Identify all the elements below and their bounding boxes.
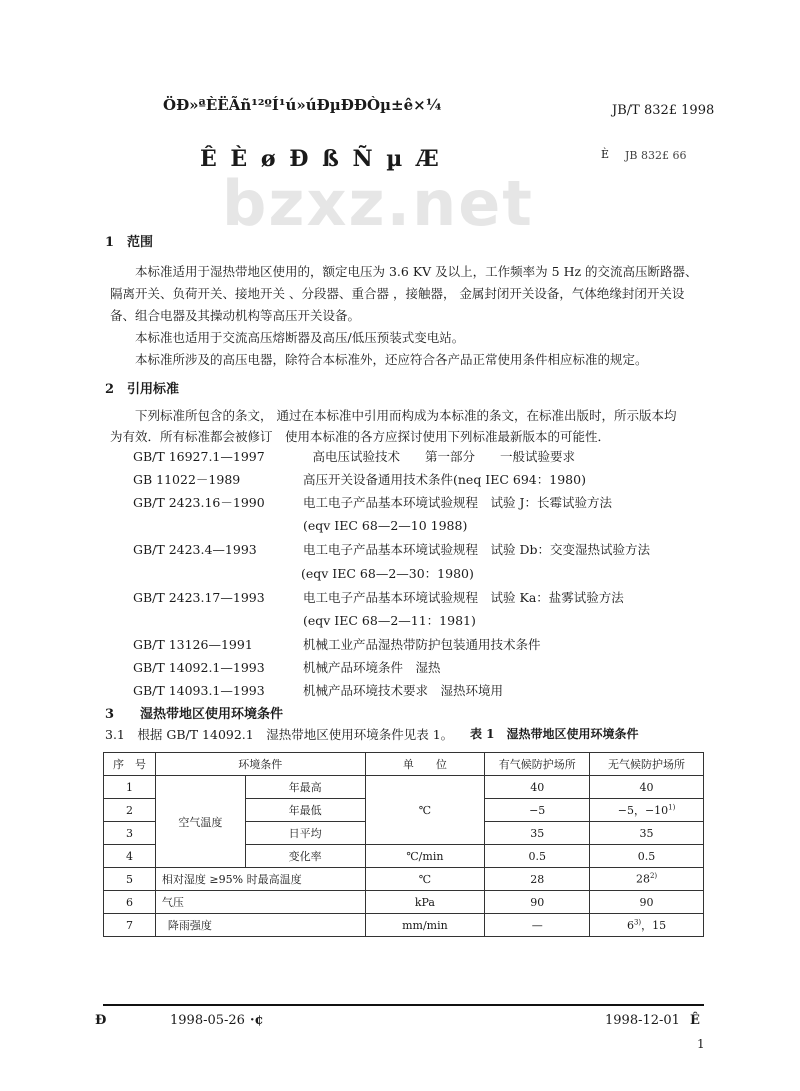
publisher-name: ÖÐ»ªÈËÃñ¹²ºÍ¹ú»úÐµÐÐÒµ±ê×¼ [163, 96, 442, 114]
cell-unprotected: 0.5 [590, 845, 704, 868]
scope-paragraph-line: 隔离开关、负荷开关、接地开关 、分段器、重合器 ，接触器， 金属封闭开关设备，气体绝缘封闭开关设 [110, 286, 685, 301]
cell-unprotected: 90 [590, 891, 704, 914]
issue-date: 1998-05-26 [170, 1013, 245, 1028]
clause-3-1: 3.1 根据 GB/T 14092.1 湿热带地区使用环境条件见表 1。 [105, 727, 454, 742]
table-row [104, 776, 704, 799]
scope-paragraph-line: 本标准适用于湿热带地区使用的，额定电压为 3.6 KV 及以上，工作频率为 5 Hz 的交流高压断路器、 [135, 264, 698, 279]
cell-condition: 年最低 [245, 799, 365, 822]
cell-unit: kPa [365, 891, 485, 914]
issue-mark: ·¢ [250, 1013, 264, 1028]
footer-rule [103, 1004, 704, 1006]
cell-protected: — [485, 914, 590, 937]
header-protected: 有气候防护场所 [485, 753, 590, 776]
scope-paragraph: 本标准所涉及的高压电器，除符合本标准外，还应符合各产品正常使用条件相应标准的规定。 [135, 352, 648, 367]
cell-unprotected [590, 799, 704, 822]
reference-title: 高电压试验技术 第一部分 一般试验要求 [300, 449, 576, 464]
cell-value: 28 [635, 872, 650, 886]
replaces-mark: È [601, 148, 610, 161]
header-unit: 单 位 [365, 753, 485, 776]
environment-conditions-table [103, 752, 704, 937]
reference-equivalent: (eqv IEC 68—2—11：1981) [303, 613, 476, 628]
cell-protected: 35 [485, 822, 590, 845]
reference-equivalent: (eqv IEC 68—2—10 1988) [303, 518, 468, 533]
cell-value-tail: ，15 [641, 919, 667, 932]
table-caption: 表 1 湿热带地区使用环境条件 [470, 727, 639, 741]
reference-equivalent: (eqv IEC 68—2—30：1980) [301, 566, 474, 581]
reference-title: 电工电子产品基本环境试验规程 试验 Db：交变湿热试验方法 [303, 542, 650, 557]
header-condition: 环境条件 [155, 753, 365, 776]
cell-protected: −5 [485, 799, 590, 822]
references-intro-line: 为有效．所有标准都会被修订 使用本标准的各方应探讨使用下列标准最新版本的可能性． [110, 429, 611, 444]
cell-unit: ℃ [365, 776, 485, 845]
table-header-row [104, 753, 704, 776]
cell-unprotected: 35 [590, 822, 704, 845]
reference-code: GB/T 2423.17—1993 [133, 590, 265, 605]
cell-seq: 3 [104, 822, 156, 845]
reference-code: GB/T 14093.1—1993 [133, 683, 265, 698]
cell-seq: 6 [104, 891, 156, 914]
section-1-heading: 1 范围 [105, 235, 154, 250]
cell-value: 6 [626, 919, 634, 932]
reference-code: GB/T 14092.1—1993 [133, 660, 265, 675]
cell-unprotected: 40 [590, 776, 704, 799]
reference-title: 机械工业产品湿热带防护包装通用技术条件 [303, 637, 541, 652]
footnote-ref: 3) [633, 918, 642, 927]
page-number: 1 [697, 1037, 705, 1051]
references-intro-line: 下列标准所包含的条文， 通过在本标准中引用而构成为本标准的条文，在标准出版时，所示版本均 [135, 408, 677, 423]
cell-unit: ℃ [365, 868, 485, 891]
reference-code: GB/T 16927.1—1997 [133, 449, 265, 464]
reference-code: GB/T 2423.4—1993 [133, 542, 257, 557]
cell-condition: 日平均 [245, 822, 365, 845]
reference-code: GB 11022－1989 [133, 472, 241, 487]
reference-title: 电工电子产品基本环境试验规程 试验 Ka：盐雾试验方法 [303, 590, 624, 605]
cell-group-air-temperature: 空气温度 [155, 776, 245, 868]
cell-seq: 1 [104, 776, 156, 799]
implementation-mark: Ê [690, 1013, 700, 1028]
implementation-date: 1998-12-01 [605, 1013, 680, 1028]
section-3-heading: 3 湿热带地区使用环境条件 [105, 707, 284, 722]
cell-unprotected [590, 914, 704, 937]
reference-title: 机械产品环境条件 湿热 [303, 660, 441, 675]
scope-paragraph-line: 备、组合电器及其操动机构等高压开关设备。 [110, 308, 361, 323]
reference-title: 机械产品环境技术要求 湿热环境用 [303, 683, 504, 698]
cell-unit: mm/min [365, 914, 485, 937]
cell-condition: 相对湿度 ≥95% 时最高温度 [155, 868, 365, 891]
cell-protected: 90 [485, 891, 590, 914]
scope-paragraph: 本标准也适用于交流高压熔断器及高压/低压预装式变电站。 [135, 330, 465, 345]
cell-protected: 40 [485, 776, 590, 799]
footnote-ref: 1) [668, 803, 676, 812]
reference-title: 电工电子产品基本环境试验规程 试验 J：长霉试验方法 [303, 495, 612, 510]
header-seq: 序 号 [104, 753, 156, 776]
cell-condition: 气压 [155, 891, 365, 914]
footnote-ref: 2) [649, 872, 658, 881]
header-unprotected: 无气候防护场所 [590, 753, 704, 776]
footer-left-mark: Ð [95, 1013, 107, 1028]
watermark: bzxz.net [222, 167, 534, 240]
cell-seq: 7 [104, 914, 156, 937]
reference-code: GB/T 2423.16－1990 [133, 495, 265, 510]
reference-code: GB/T 13126—1991 [133, 637, 253, 652]
table-row [104, 891, 704, 914]
table-row [104, 868, 704, 891]
cell-condition: 降雨强度 [155, 914, 365, 937]
cell-value: −5，−10 [617, 804, 669, 817]
document-title: Ê È ø Ð ß Ñ µ Æ [200, 146, 439, 172]
cell-seq: 2 [104, 799, 156, 822]
table-row [104, 914, 704, 937]
standard-number: JB/T 832£ 1998 [612, 103, 715, 118]
section-2-heading: 2 引用标准 [105, 382, 180, 397]
reference-title: 高压开关设备通用技术条件(neq IEC 694：1980) [303, 472, 586, 487]
replaces-standard: JB 832£ 66 [625, 149, 687, 162]
cell-unprotected [590, 868, 704, 891]
cell-protected: 28 [485, 868, 590, 891]
cell-unit: ℃/min [365, 845, 485, 868]
cell-condition: 年最高 [245, 776, 365, 799]
cell-seq: 4 [104, 845, 156, 868]
cell-protected: 0.5 [485, 845, 590, 868]
cell-seq: 5 [104, 868, 156, 891]
cell-condition: 变化率 [245, 845, 365, 868]
